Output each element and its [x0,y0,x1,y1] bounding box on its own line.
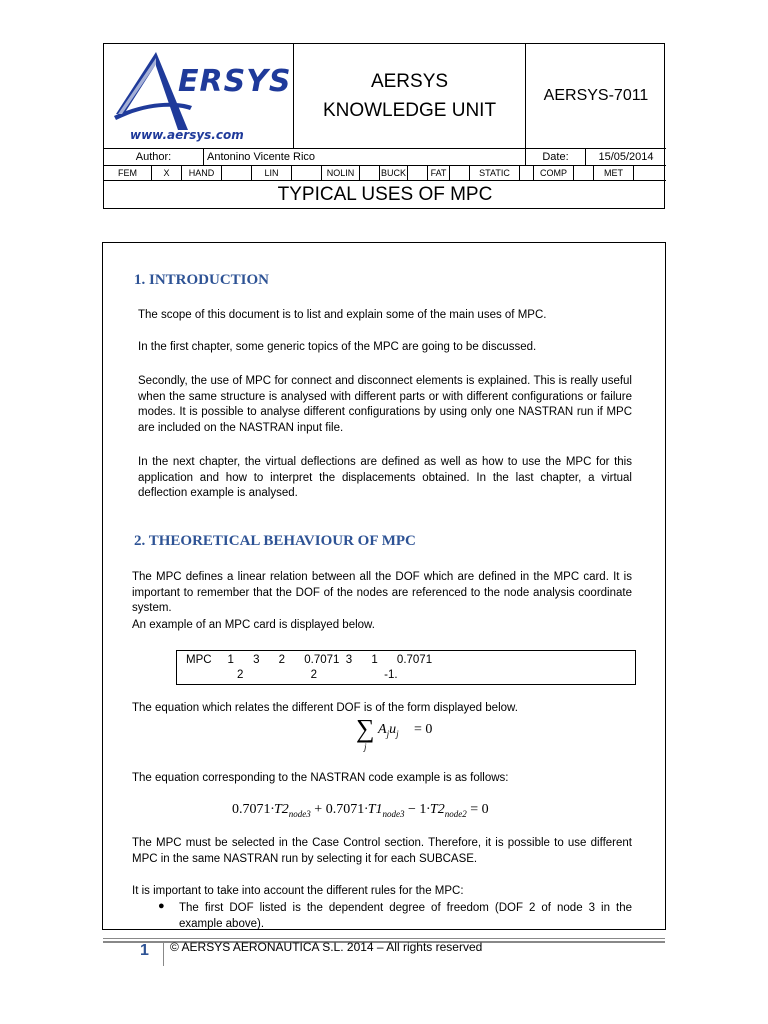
mpc-card-box [176,650,636,685]
tag-nolin-mark [360,166,380,180]
section2-heading: 2. THEORETICAL BEHAVIOUR OF MPC [134,533,416,549]
date-value: 15/05/2014 [598,151,654,163]
rule-bullet-item: The first DOF listed is the dependent degree of freedom (DOF 2 of node 3 in the example above). [179,902,632,930]
bullet-icon: ● [158,900,165,912]
tag-hand-mark [222,166,252,180]
logo-url: www.aersys.com [130,128,244,142]
tag-buck: BUCK [380,168,406,178]
footer-divider [103,938,665,939]
author-label: Author: [104,149,204,165]
document-title: TYPICAL USES OF MPC [104,180,666,209]
tag-fat: FAT [428,166,450,180]
section2-paragraph: The MPC defines a linear relation between all the DOF which are defined in the MPC card. It is important to remember that the DOF of the nodes are referenced to the node analysis coordinate system. [132,571,632,614]
nastran-equation: $0.7071\cdot T2_{node3} + 0.7071\cdot T1_{node3} - 1\cdot T2_{node2} = 0$ [232,802,489,819]
page-number: 1 [140,942,149,959]
section1-paragraph: Secondly, the use of MPC for connect and disconnect elements is explained. This is really useful when the same structure is analysed with different parts or with different configurations or failure modes. It is possible to analyse different configurations by using only one NASTRAN run if MPC are included on the NASTRAN input file. [138,375,632,434]
tag-hand: HAND [182,166,222,180]
tag-static: STATIC [470,166,520,180]
tag-lin: LIN [252,166,292,180]
tag-comp: COMP [534,166,574,180]
logo-wordmark: ERSYS [178,64,292,99]
mpc-card-line1: MPC 1 3 2 0.7071 3 1 0.7071 [186,654,433,666]
mpc-card-line2: 2 2 -1. [237,669,398,681]
tag-lin-mark [292,166,322,180]
document-code: AERSYS-7011 [543,87,649,104]
tag-met-mark [634,166,666,180]
date-label: Date: [526,149,586,165]
tag-buck-mark [408,166,428,180]
section1-paragraph: In the first chapter, some generic topics of the MPC are going to be discussed. [138,341,537,353]
section2-paragraph: An example of an MPC card is displayed below. [132,619,375,631]
author-row [104,148,666,165]
tag-fem: FEM [104,166,152,180]
tag-fat-mark [450,166,470,180]
section2-paragraph: The equation corresponding to the NASTRAN code example is as follows: [132,772,509,784]
section2-paragraph: The equation which relates the different DOF is of the form displayed below. [132,702,518,714]
title-cell [294,44,526,148]
unit-title-line1: AERSYS [370,71,449,92]
copyright-notice: © AERSYS AERONAUTICA S.L. 2014 – All rights reserved [170,940,483,954]
classification-row [104,165,666,180]
document-header [103,43,665,209]
sum-equation: ∑ j $A_ju_j$ = 0 [356,714,433,752]
section1-paragraph: In the next chapter, the virtual deflections are defined as well as how to use the MPC for this application and how to interpret the displacements obtained. In the last chapter, a virtual deflection example is analysed. [138,456,632,499]
logo-cell [104,44,294,148]
tag-static-mark [520,166,534,180]
tag-fem-mark: X [152,166,182,180]
section2-paragraph: It is important to take into account the different rules for the MPC: [132,885,464,897]
tag-comp-mark [574,166,594,180]
section1-heading: 1. INTRODUCTION [134,272,270,288]
section1-paragraph: The scope of this document is to list and explain some of the main uses of MPC. [138,309,547,321]
author-name: Antonino Vicente Rico [204,149,526,165]
tag-met: MET [594,166,634,180]
tag-nolin: NOLIN [322,166,360,180]
unit-title-line2: KNOWLEDGE UNIT [322,100,497,121]
section2-paragraph: The MPC must be selected in the Case Control section. Therefore, it is possible to use different MPC in the same NASTRAN run by selecting it for each SUBCASE. [132,837,632,865]
footer-separator [163,942,164,966]
